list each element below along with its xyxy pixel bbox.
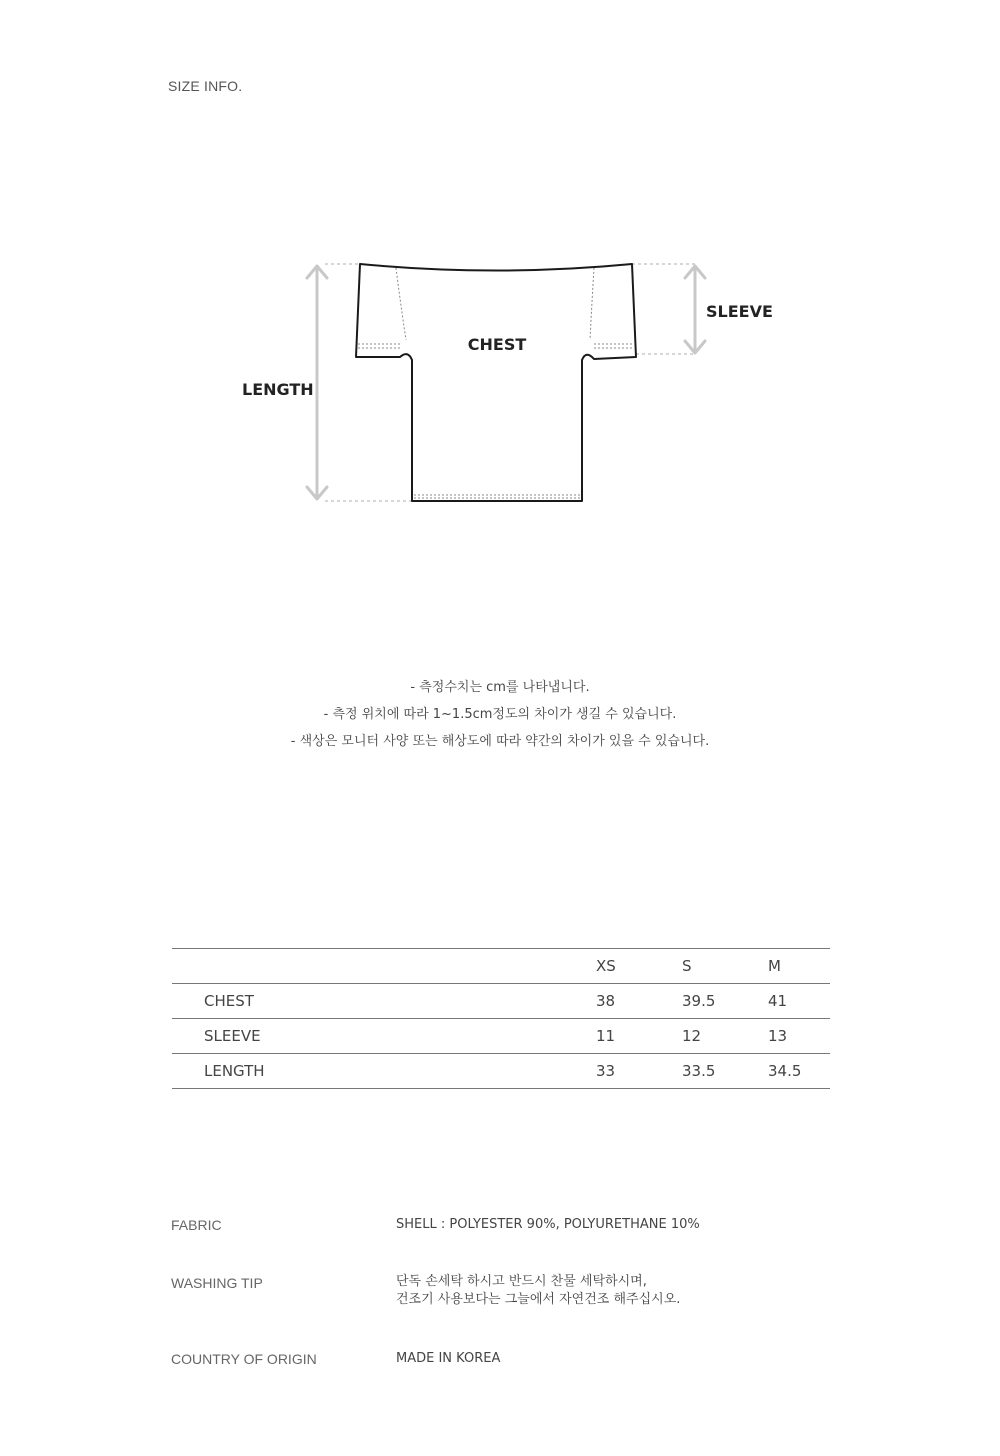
row-label: CHEST [172,984,596,1019]
cell: 11 [596,1019,682,1054]
country-of-origin-label: COUNTRY OF ORIGIN [171,1351,317,1367]
note-line: - 색상은 모니터 사양 또는 해상도에 따라 약간의 차이가 있을 수 있습니다. [290,734,710,749]
washing-tip-value [396,1273,680,1309]
length-label: LENGTH [242,380,314,399]
row-label: LENGTH [172,1054,596,1089]
sleeve-arrow [685,266,705,353]
fabric-label: FABRIC [171,1217,222,1233]
washing-line: 건조기 사용보다는 그늘에서 자연건조 해주십시오. [396,1292,681,1307]
header-xs: XS [596,949,682,984]
cell: 34.5 [768,1054,830,1089]
cell: 38 [596,984,682,1019]
top-garment-outline [356,264,636,501]
cell: 12 [682,1019,768,1054]
row-label: SLEEVE [172,1019,596,1054]
chest-label: CHEST [467,335,527,354]
table-row [172,984,830,1019]
note-line: - 측정 위치에 따라 1~1.5cm정도의 차이가 생길 수 있습니다. [323,707,677,722]
header-m: M [768,949,830,984]
size-diagram [0,0,1000,560]
cell: 41 [768,984,830,1019]
cell: 33 [596,1054,682,1089]
washing-line: 단독 손세탁 하시고 반드시 찬물 세탁하시며, [396,1274,647,1289]
table-row [172,1054,830,1089]
table-row [172,1019,830,1054]
washing-tip-label: WASHING TIP [171,1275,263,1291]
country-of-origin-value: MADE IN KOREA [396,1351,501,1366]
sleeve-label: SLEEVE [706,302,773,321]
note-line: - 측정수치는 cm를 나타냅니다. [410,680,590,695]
header-blank [172,949,596,984]
header-s: S [682,949,768,984]
cell: 13 [768,1019,830,1054]
measurement-notes [0,678,1000,759]
size-info-heading: SIZE INFO. [168,78,243,94]
fabric-value: SHELL : POLYESTER 90%, POLYURETHANE 10% [396,1217,700,1232]
size-table [172,948,830,1089]
cell: 33.5 [682,1054,768,1089]
size-table-header [172,949,830,984]
cell: 39.5 [682,984,768,1019]
